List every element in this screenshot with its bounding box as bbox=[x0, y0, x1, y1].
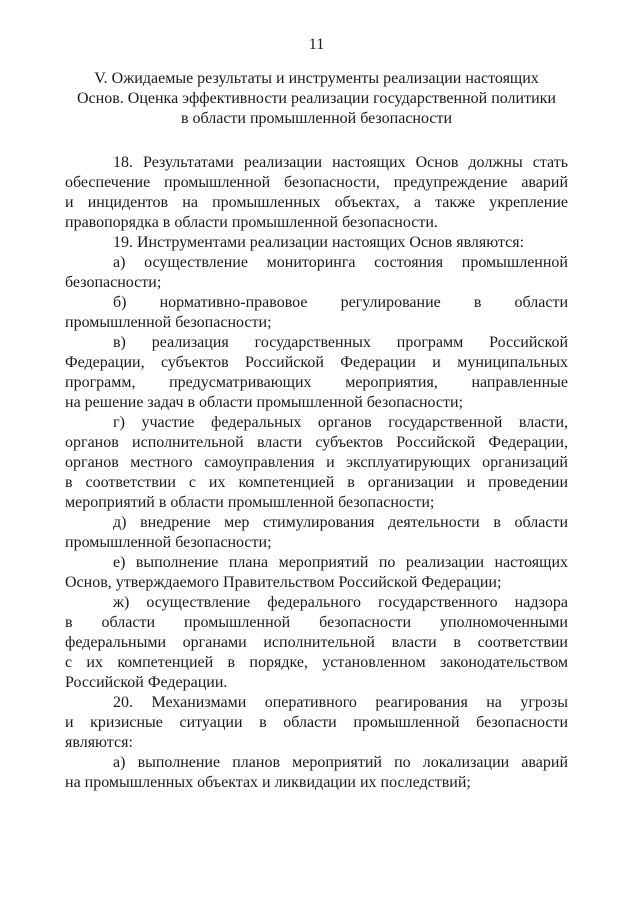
section-heading bbox=[65, 69, 568, 129]
text-line: в области промышленной безопасности уполномоченными bbox=[65, 614, 568, 631]
text-line: на решение задач в области промышленной безопасности; bbox=[65, 394, 464, 411]
paragraph-20-a bbox=[65, 753, 568, 793]
text-line: правопорядка в области промышленной безопасности. bbox=[65, 214, 438, 231]
paragraph-20 bbox=[65, 693, 568, 753]
text-line: Федерации, субъектов Российской Федерации и муниципальных bbox=[65, 354, 568, 371]
text-line: 18. Результатами реализации настоящих Основ должны стать bbox=[113, 154, 568, 171]
text-line: е) выполнение плана мероприятий по реализации настоящих bbox=[113, 554, 568, 571]
text-line: промышленной безопасности; bbox=[65, 534, 272, 551]
paragraph-19-v bbox=[65, 333, 568, 413]
text-line: промышленной безопасности; bbox=[65, 314, 272, 331]
paragraph-19-a bbox=[65, 253, 568, 293]
text-line: 20. Механизмами оперативного реагирования на угрозы bbox=[113, 694, 568, 711]
text-line: г) участие федеральных органов государственной власти, bbox=[113, 414, 568, 431]
paragraph-19-b bbox=[65, 293, 568, 333]
text-line: 19. Инструментами реализации настоящих Основ являются: bbox=[113, 234, 525, 251]
section-heading-line: V. Ожидаемые результаты и инструменты реализации настоящих bbox=[94, 70, 539, 87]
text-line: органов исполнительной власти субъектов Российской Федерации, bbox=[65, 434, 568, 451]
text-line: безопасности; bbox=[65, 274, 162, 291]
text-line: обеспечение промышленной безопасности, предупреждение аварий bbox=[65, 174, 568, 191]
text-line: д) внедрение мер стимулирования деятельности в области bbox=[113, 514, 568, 531]
body-text bbox=[65, 153, 568, 793]
text-line: ж) осуществление федерального государственного надзора bbox=[113, 594, 568, 611]
text-line: а) осуществление мониторинга состояния промышленной bbox=[113, 254, 568, 271]
text-line: с их компетенцией в порядке, установленном законодательством bbox=[65, 654, 568, 671]
text-line: федеральными органами исполнительной власти в соответствии bbox=[65, 634, 568, 651]
text-line: и инцидентов на промышленных объектах, а также укрепление bbox=[65, 194, 568, 211]
section-heading-line: Основ. Оценка эффективности реализации государственной политики bbox=[76, 90, 556, 107]
text-line: являются: bbox=[65, 734, 133, 751]
text-line: мероприятий в области промышленной безопасности; bbox=[65, 494, 435, 511]
text-block bbox=[65, 0, 568, 793]
section-heading-line: в области промышленной безопасности bbox=[180, 110, 453, 127]
paragraph-18 bbox=[65, 153, 568, 233]
text-line: Российской Федерации. bbox=[65, 674, 228, 691]
text-line: в соответствии с их компетенцией в организации и проведении bbox=[65, 474, 568, 491]
text-line: органов местного самоуправления и эксплуатирующих организаций bbox=[65, 454, 568, 471]
text-line: на промышленных объектах и ликвидации их последствий; bbox=[65, 774, 471, 791]
text-line: программ, предусматривающих мероприятия, направленные bbox=[65, 374, 568, 391]
paragraph-19-e bbox=[65, 553, 568, 593]
text-line: в) реализация государственных программ Российской bbox=[113, 334, 568, 351]
paragraph-19-g bbox=[65, 413, 568, 513]
paragraph-19-d bbox=[65, 513, 568, 553]
text-line: и кризисные ситуации в области промышленной безопасности bbox=[65, 714, 568, 731]
text-line: Основ, утверждаемого Правительством Российской Федерации; bbox=[65, 574, 502, 591]
text-line: б) нормативно-правовое регулирование в области bbox=[113, 294, 568, 311]
paragraph-19 bbox=[65, 233, 568, 253]
text-line: а) выполнение планов мероприятий по локализации аварий bbox=[113, 754, 568, 771]
page-number: 11 bbox=[308, 36, 325, 53]
paragraph-19-zh bbox=[65, 593, 568, 693]
